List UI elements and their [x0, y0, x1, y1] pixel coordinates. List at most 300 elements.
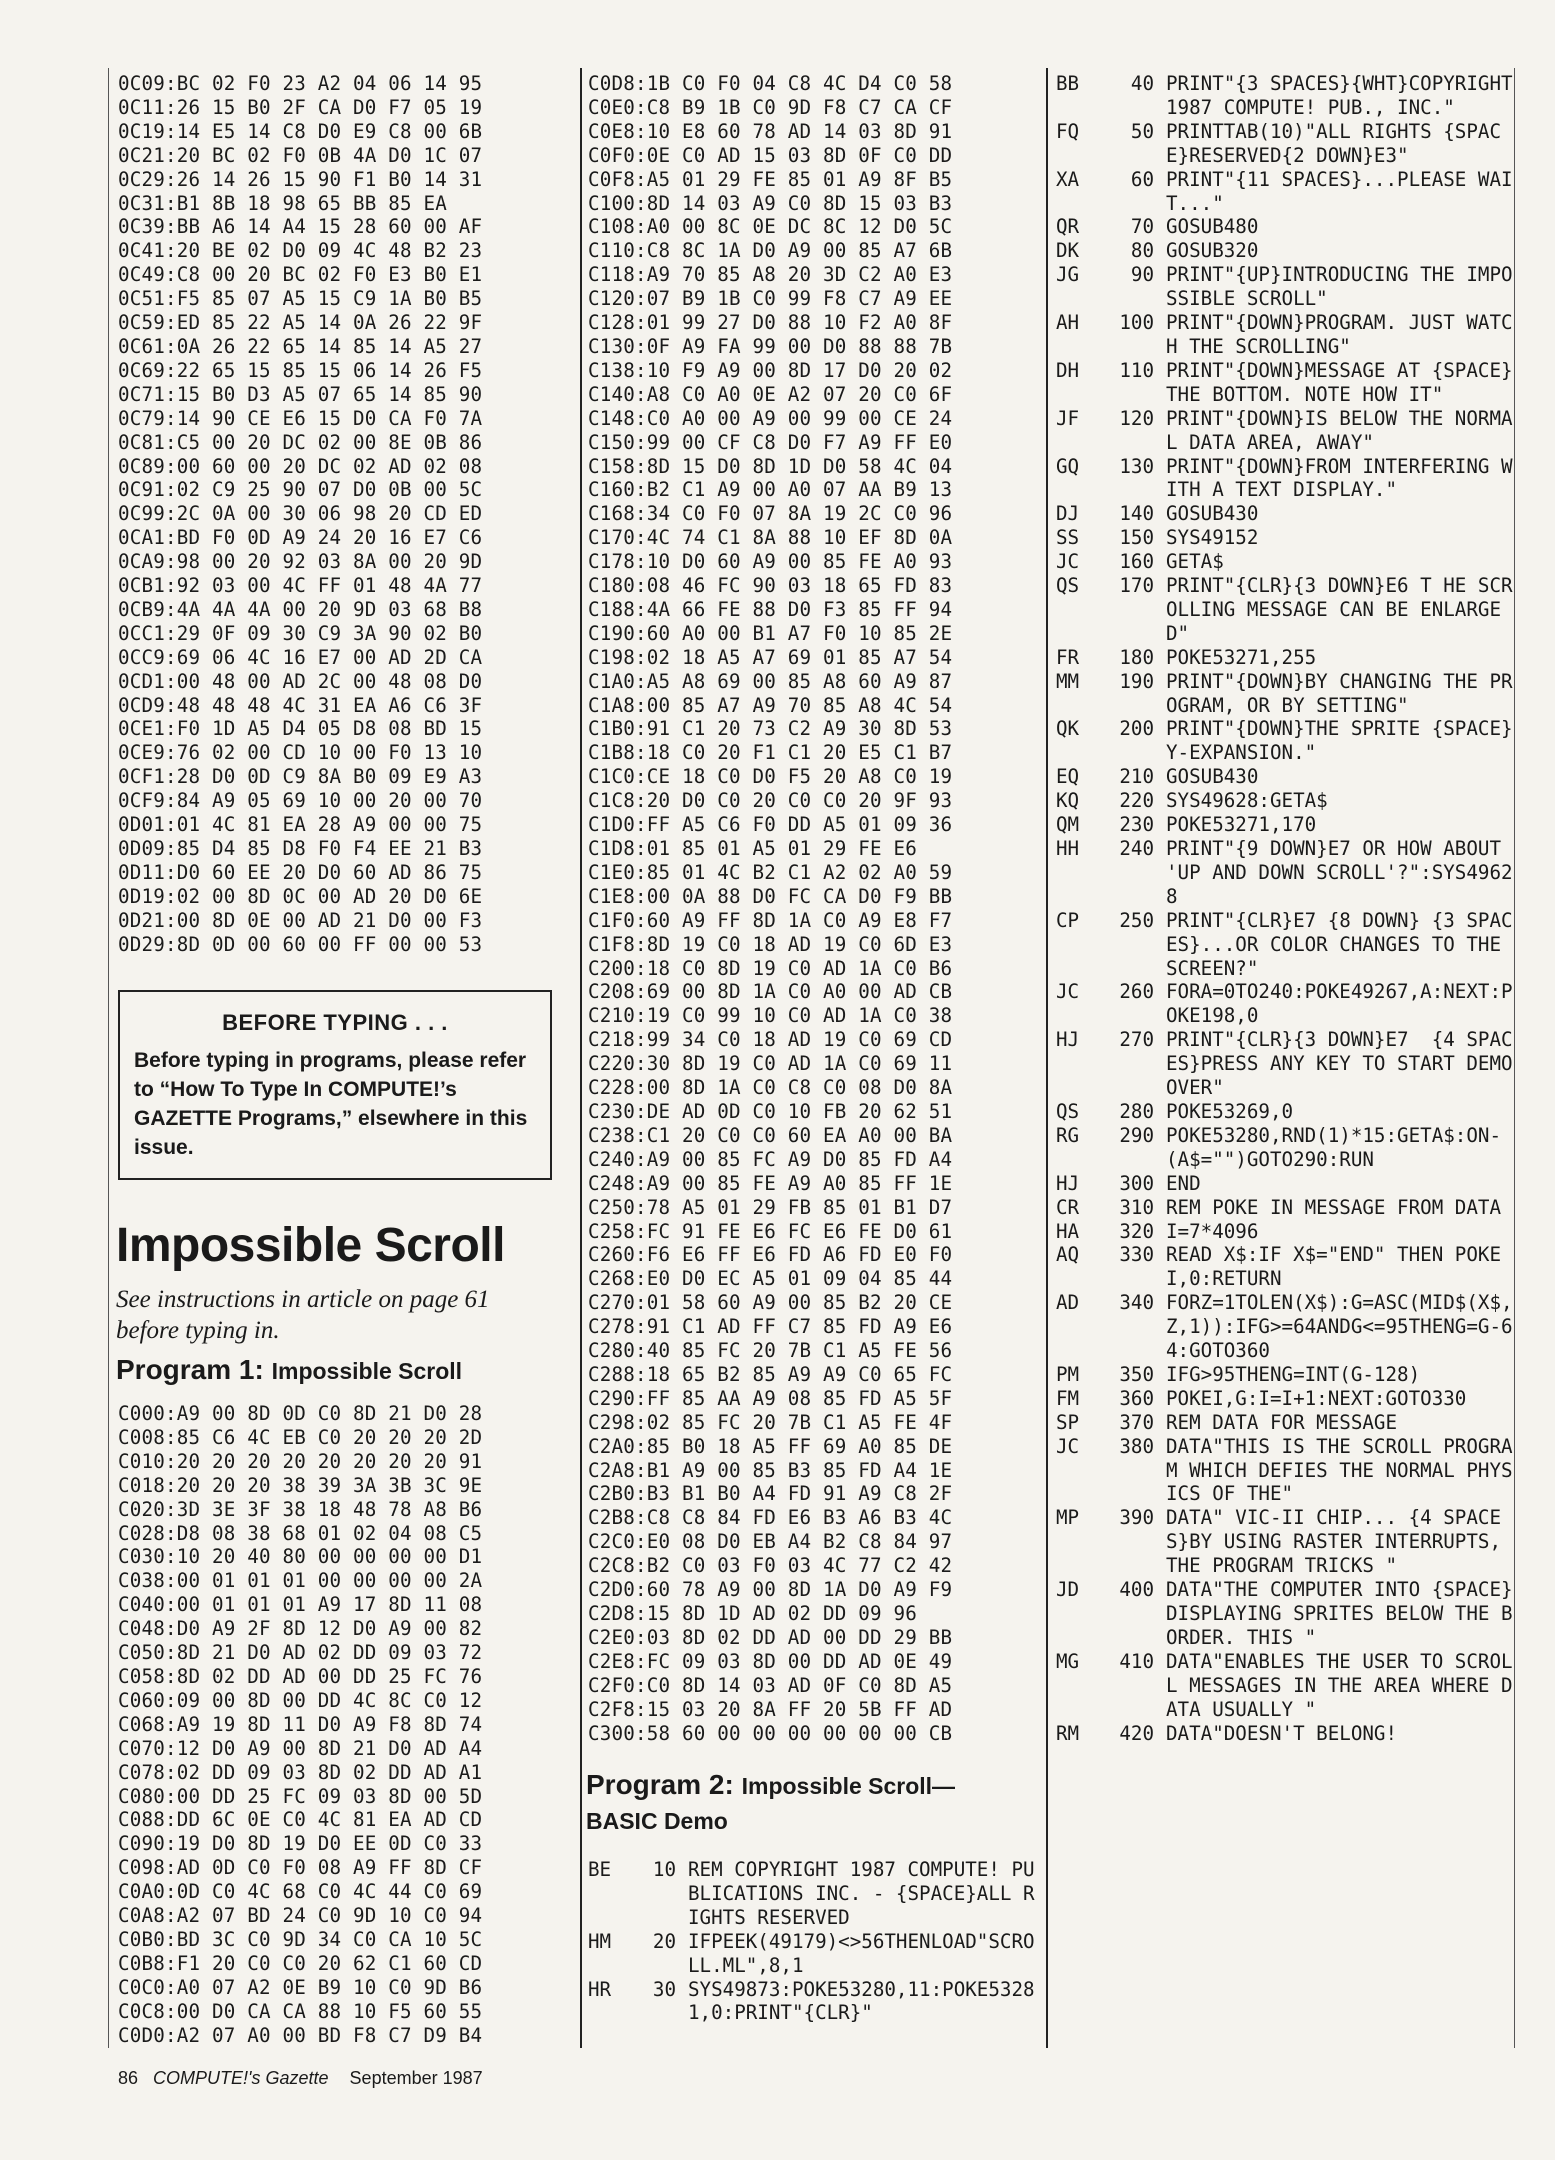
article-subtitle: See instructions in article on page 61 before typing in.: [116, 1286, 490, 1344]
basic-line: [1056, 837, 1516, 909]
checksum: CP: [1056, 908, 1080, 932]
hex-line: 0D21:00 8D 0E 00 AD 21 D0 00 F3: [118, 908, 483, 932]
hex-line: 0CF9:84 A9 05 69 10 00 20 00 70: [118, 789, 483, 813]
hex-line: C290:FF 85 AA A9 08 85 FD A5 5F: [588, 1386, 953, 1410]
hex-line: 0C89:00 60 00 20 DC 02 AD 02 08: [118, 454, 483, 478]
line-number: 390: [1119, 1506, 1154, 1530]
line-number: 340: [1119, 1291, 1154, 1315]
hex-line: 0C21:20 BC 02 F0 0B 4A D0 1C 07: [118, 143, 483, 167]
hex-line: C248:A9 00 85 FE A9 A0 85 FF 1E: [588, 1171, 953, 1195]
hex-line: C190:60 A0 00 B1 A7 F0 10 85 2E: [588, 621, 953, 645]
checksum: DH: [1056, 358, 1080, 382]
hex-line: 0C79:14 90 CE E6 15 D0 CA F0 7A: [118, 406, 483, 430]
line-number: 180: [1119, 645, 1154, 669]
hex-line: C1E8:00 0A 88 D0 FC CA D0 F9 BB: [588, 884, 953, 908]
hex-line: C2D0:60 78 A9 00 8D 1A D0 A9 F9: [588, 1578, 953, 1602]
checksum: AD: [1056, 1291, 1080, 1315]
article-title: Impossible Scroll: [116, 1219, 505, 1272]
basic-line: [1056, 407, 1516, 455]
hex-line: 0C31:B1 8B 18 98 65 BB 85 EA: [118, 191, 448, 215]
column-rule-1: [580, 68, 582, 2048]
line-number: 250: [1119, 908, 1154, 932]
line-code: PRINT"{CLR}{3 DOWN}E7 {4 SPACES}PRESS ANY KEY TO START DEMO OVER": [1166, 1028, 1525, 1100]
basic-line: [1056, 120, 1516, 168]
line-number: 210: [1119, 765, 1154, 789]
hex-line: C178:10 D0 60 A9 00 85 FE A0 93: [588, 550, 953, 574]
line-number: 130: [1119, 454, 1154, 478]
hex-line: C300:58 60 00 00 00 00 00 00 CB: [588, 1721, 953, 1745]
checksum: HM: [588, 1929, 612, 1953]
hex-line: C188:4A 66 FE 88 D0 F3 85 FF 94: [588, 597, 953, 621]
line-code: SYS49873:POKE53280,11:POKE53281,0:PRINT"{CLR}": [688, 1977, 1035, 2025]
line-number: 220: [1119, 789, 1154, 813]
basic-line: [1056, 359, 1516, 407]
checksum: SS: [1056, 526, 1080, 550]
line-number: 100: [1119, 311, 1154, 335]
hex-line: C018:20 20 20 38 39 3A 3B 3C 9E: [118, 1473, 483, 1497]
page-number: 86: [118, 2068, 139, 2088]
basic-line: [1056, 1411, 1516, 1435]
basic-line: [1056, 215, 1516, 239]
program-1-listing: [118, 1402, 482, 2047]
hex-line: C1C8:20 D0 C0 20 C0 C0 20 9F 93: [588, 789, 953, 813]
hex-line: C0A8:A2 07 BD 24 C0 9D 10 C0 94: [118, 1904, 483, 1928]
line-number: 310: [1119, 1195, 1154, 1219]
line-code: PRINT"{DOWN}MESSAGE AT {SPACE}THE BOTTOM. NOTE HOW IT": [1166, 358, 1513, 406]
column-rule-2: [1046, 68, 1048, 2048]
hex-line: C220:30 8D 19 C0 AD 1A C0 69 11: [588, 1052, 953, 1076]
checksum: PM: [1056, 1362, 1080, 1386]
line-number: 40: [1130, 72, 1154, 95]
line-code: REM COPYRIGHT 1987 COMPUTE! PUBLICATIONS INC. - {SPACE}ALL RIGHTS RESERVED: [688, 1858, 1035, 1929]
hex-line: 0C91:02 C9 25 90 07 D0 0B 00 5C: [118, 478, 483, 502]
hex-line: C0B8:F1 20 C0 C0 20 62 C1 60 CD: [118, 1951, 483, 1975]
basic-line: [1056, 263, 1516, 311]
hex-line: C070:12 D0 A9 00 8D 21 D0 AD A4: [118, 1736, 483, 1760]
checksum: QK: [1056, 717, 1080, 741]
hex-line: C0A0:0D C0 4C 68 C0 4C 44 C0 69: [118, 1880, 483, 1904]
line-code: POKE53269,0: [1166, 1099, 1294, 1123]
hex-line: C110:C8 8C 1A D0 A9 00 85 A7 6B: [588, 239, 953, 263]
line-number: 120: [1119, 406, 1154, 430]
page-footer: [118, 2068, 483, 2089]
checksum: HJ: [1056, 1028, 1080, 1052]
hex-line: C2B0:B3 B1 B0 A4 FD 91 A9 C8 2F: [588, 1482, 953, 1506]
hex-line: C138:10 F9 A9 00 8D 17 D0 20 02: [588, 358, 953, 382]
line-number: 20: [652, 1929, 676, 1953]
line-code: PRINT"{UP}INTRODUCING THE IMPOSSIBLE SCROLL": [1166, 263, 1513, 311]
hex-line: 0CA1:BD F0 0D A9 24 20 16 E7 C6: [118, 526, 483, 550]
line-code: DATA"ENABLES THE USER TO SCROLL MESSAGES IN THE AREA WHERE DATA USUALLY ": [1166, 1649, 1513, 1721]
magazine-name: COMPUTE!'s Gazette: [153, 2068, 329, 2088]
basic-line: [1056, 670, 1516, 718]
hex-line: 0C61:0A 26 22 65 14 85 14 A5 27: [118, 334, 483, 358]
before-typing-box: [118, 990, 552, 1180]
checksum: JC: [1056, 980, 1080, 1004]
hex-line: C230:DE AD 0D C0 10 FB 20 62 51: [588, 1099, 953, 1123]
hex-line: C1A8:00 85 A7 A9 70 85 A8 4C 54: [588, 693, 953, 717]
hex-line: 0CD1:00 48 00 AD 2C 00 48 08 D0: [118, 669, 483, 693]
hex-line: 0C51:F5 85 07 A5 15 C9 1A B0 B5: [118, 287, 483, 311]
line-code: PRINT"{11 SPACES}...PLEASE WAIT...": [1166, 167, 1513, 215]
basic-line: [1056, 239, 1516, 263]
line-code: END: [1166, 1171, 1201, 1195]
basic-line: [1056, 717, 1516, 765]
checksum: HA: [1056, 1219, 1080, 1243]
checksum: MG: [1056, 1649, 1080, 1673]
line-code: PRINT"{DOWN}PROGRAM. JUST WATCH THE SCROLLING": [1166, 311, 1513, 358]
basic-line: [1056, 1435, 1516, 1507]
hex-line: 0C99:2C 0A 00 30 06 98 20 CD ED: [118, 502, 483, 526]
hex-line: 0CE1:F0 1D A5 D4 05 D8 08 BD 15: [118, 717, 483, 741]
hex-line: 0CD9:48 48 48 4C 31 EA A6 C6 3F: [118, 693, 483, 717]
basic-line: [1056, 646, 1516, 670]
line-code: PRINT"{9 DOWN}E7 OR HOW ABOUT 'UP AND DOWN SCROLL'?":SYS49628: [1166, 837, 1513, 908]
basic-line: [588, 1930, 1038, 1978]
line-code: PRINT"{DOWN}THE SPRITE {SPACE}Y-EXPANSION.": [1166, 717, 1513, 765]
program-2-listing-col3: [1056, 72, 1525, 1745]
hex-line: 0C11:26 15 B0 2F CA D0 F7 05 19: [118, 95, 483, 119]
hex-line: C088:DD 6C 0E C0 4C 81 EA AD CD: [118, 1808, 483, 1832]
line-code: DATA"THIS IS THE SCROLL PROGRAM WHICH DEFIES THE NORMAL PHYSICS OF THE": [1166, 1434, 1513, 1506]
hex-line: C008:85 C6 4C EB C0 20 20 20 2D: [118, 1425, 483, 1449]
line-code: IFG>95THENG=INT(G-128): [1166, 1362, 1421, 1386]
hex-line: 0C71:15 B0 D3 A5 07 65 14 85 90: [118, 382, 483, 406]
basic-line: [1056, 1291, 1516, 1363]
basic-line: [1056, 909, 1516, 981]
hex-line: 0CF1:28 D0 0D C9 8A B0 09 E9 A3: [118, 765, 483, 789]
line-code: GOSUB430: [1166, 765, 1259, 789]
basic-line: [1056, 1196, 1516, 1220]
line-number: 170: [1119, 574, 1154, 598]
hex-line: C150:99 00 CF C8 D0 F7 A9 FF E0: [588, 430, 953, 454]
hex-line: C200:18 C0 8D 19 C0 AD 1A C0 B6: [588, 956, 953, 980]
line-number: 420: [1119, 1721, 1154, 1745]
hex-line: 0C09:BC 02 F0 23 A2 04 06 14 95: [118, 72, 483, 95]
hex-line: C048:D0 A9 2F 8D 12 D0 A9 00 82: [118, 1617, 483, 1641]
hex-line: C2C0:E0 08 D0 EB A4 B2 C8 84 97: [588, 1530, 953, 1554]
hex-line: C1C0:CE 18 C0 D0 F5 20 A8 C0 19: [588, 765, 953, 789]
basic-line: [1056, 980, 1516, 1028]
hex-line: C0E8:10 E8 60 78 AD 14 03 8D 91: [588, 119, 953, 143]
checksum: BE: [588, 1858, 612, 1881]
checksum: CR: [1056, 1195, 1080, 1219]
program-2-name: Impossible Scroll— BASIC Demo: [586, 1773, 956, 1834]
checksum: RG: [1056, 1123, 1080, 1147]
hex-line: 0D11:D0 60 EE 20 D0 60 AD 86 75: [118, 860, 483, 884]
basic-line: [1056, 813, 1516, 837]
hex-line: C288:18 65 B2 85 A9 A9 C0 65 FC: [588, 1362, 953, 1386]
line-code: SYS49152: [1166, 526, 1259, 550]
line-number: 350: [1119, 1362, 1154, 1386]
hex-line: 0CC9:69 06 4C 16 E7 00 AD 2D CA: [118, 645, 483, 669]
hex-line: C068:A9 19 8D 11 D0 A9 F8 8D 74: [118, 1712, 483, 1736]
checksum: DJ: [1056, 502, 1080, 526]
checksum: HH: [1056, 837, 1080, 860]
basic-line: [1056, 1578, 1516, 1650]
hex-line: C080:00 DD 25 FC 09 03 8D 00 5D: [118, 1784, 483, 1808]
basic-line: [1056, 1650, 1516, 1722]
hex-line: C2C8:B2 C0 03 F0 03 4C 77 C2 42: [588, 1554, 953, 1578]
hex-line: C120:07 B9 1B C0 99 F8 C7 A9 EE: [588, 287, 953, 311]
column-1-hex-listing: [118, 72, 574, 957]
hex-line: C098:AD 0D C0 F0 08 A9 FF 8D CF: [118, 1856, 483, 1880]
line-number: 70: [1130, 215, 1154, 239]
hex-line: C280:40 85 FC 20 7B C1 A5 FE 56: [588, 1339, 953, 1363]
hex-line: 0D29:8D 0D 00 60 00 FF 00 00 53: [118, 932, 483, 956]
line-code: SYS49628:GETA$: [1166, 789, 1328, 813]
line-number: 410: [1119, 1649, 1154, 1673]
hex-line: C198:02 18 A5 A7 69 01 85 A7 54: [588, 645, 953, 669]
hex-line: C1F0:60 A9 FF 8D 1A C0 A9 E8 F7: [588, 908, 953, 932]
line-code: FORA=0TO240:POKE49267,A:NEXT:POKE198,0: [1166, 980, 1513, 1028]
line-code: POKEI,G:I=I+1:NEXT:GOTO330: [1166, 1386, 1467, 1410]
hex-line: 0C19:14 E5 14 C8 D0 E9 C8 00 6B: [118, 119, 483, 143]
hex-line: C118:A9 70 85 A8 20 3D C2 A0 E3: [588, 263, 953, 287]
hex-line: C168:34 C0 F0 07 8A 19 2C C0 96: [588, 502, 953, 526]
line-code: DATA"THE COMPUTER INTO {SPACE}DISPLAYING SPRITES BELOW THE BORDER. THIS ": [1166, 1578, 1513, 1649]
program-2-label: Program 2:: [586, 1769, 734, 1800]
line-number: 380: [1119, 1434, 1154, 1458]
checksum: FM: [1056, 1386, 1080, 1410]
line-number: 90: [1130, 263, 1154, 287]
line-number: 280: [1119, 1099, 1154, 1123]
checksum: XA: [1056, 167, 1080, 191]
line-code: REM DATA FOR MESSAGE: [1166, 1410, 1398, 1434]
checksum: AQ: [1056, 1243, 1080, 1267]
checksum: QR: [1056, 215, 1080, 239]
checksum: JG: [1056, 263, 1080, 287]
hex-line: C128:01 99 27 D0 88 10 F2 A0 8F: [588, 311, 953, 335]
hex-line: C0F0:0E C0 AD 15 03 8D 0F C0 DD: [588, 143, 953, 167]
line-code: PRINT"{3 SPACES}{WHT}COPYRIGHT 1987 COMPUTE! PUB., INC.": [1166, 72, 1525, 119]
checksum: HR: [588, 1977, 612, 2001]
before-typing-title: BEFORE TYPING . . .: [222, 1010, 448, 1035]
checksum: KQ: [1056, 789, 1080, 813]
hex-line: 0CC1:29 0F 09 30 C9 3A 90 02 B0: [118, 621, 483, 645]
line-number: 230: [1119, 813, 1154, 837]
line-code: I=7*4096: [1166, 1219, 1259, 1243]
hex-line: C170:4C 74 C1 8A 88 10 EF 8D 0A: [588, 526, 953, 550]
hex-line: 0CB1:92 03 00 4C FF 01 48 4A 77: [118, 574, 483, 598]
line-number: 260: [1119, 980, 1154, 1004]
checksum: JC: [1056, 1434, 1080, 1458]
hex-line: C1E0:85 01 4C B2 C1 A2 02 A0 59: [588, 860, 953, 884]
line-number: 50: [1130, 119, 1154, 143]
hex-line: C148:C0 A0 00 A9 00 99 00 CE 24: [588, 406, 953, 430]
basic-line: [1056, 502, 1516, 526]
basic-line: [1056, 1363, 1516, 1387]
hex-line: C258:FC 91 FE E6 FC E6 FE D0 61: [588, 1219, 953, 1243]
basic-line: [1056, 1243, 1516, 1291]
hex-line: 0C81:C5 00 20 DC 02 00 8E 0B 86: [118, 430, 483, 454]
checksum: FQ: [1056, 119, 1080, 143]
hex-line: C078:02 DD 09 03 8D 02 DD AD A1: [118, 1760, 483, 1784]
line-code: DATA"DOESN'T BELONG!: [1166, 1721, 1398, 1745]
hex-line: C0D8:1B C0 F0 04 C8 4C D4 C0 58: [588, 72, 953, 95]
line-code: READ X$:IF X$="END" THEN POKE I,0:RETURN: [1166, 1243, 1513, 1291]
basic-line: [1056, 1220, 1516, 1244]
line-code: PRINT"{DOWN}FROM INTERFERING WITH A TEXT DISPLAY.": [1166, 454, 1513, 502]
hex-line: 0CE9:76 02 00 CD 10 00 F0 13 10: [118, 741, 483, 765]
hex-line: C100:8D 14 03 A9 C0 8D 15 03 B3: [588, 191, 953, 215]
hex-line: C0D0:A2 07 A0 00 BD F8 C7 D9 B4: [118, 2023, 483, 2047]
line-number: 270: [1119, 1028, 1154, 1052]
hex-line: C2A8:B1 A9 00 85 B3 85 FD A4 1E: [588, 1458, 953, 1482]
hex-line: C2A0:85 B0 18 A5 FF 69 A0 85 DE: [588, 1434, 953, 1458]
hex-line: C0F8:A5 01 29 FE 85 01 A9 8F B5: [588, 167, 953, 191]
hex-line: C000:A9 00 8D 0D C0 8D 21 D0 28: [118, 1402, 483, 1425]
checksum: QS: [1056, 574, 1080, 598]
line-number: 240: [1119, 837, 1154, 860]
line-number: 110: [1119, 358, 1154, 382]
hex-line: C1B8:18 C0 20 F1 C1 20 E5 C1 B7: [588, 741, 953, 765]
line-code: DATA" VIC-II CHIP... {4 SPACES}BY USING RASTER INTERRUPTS, THE PROGRAM TRICKS ": [1166, 1506, 1513, 1578]
line-code: PRINT"{DOWN}BY CHANGING THE PROGRAM, OR BY SETTING": [1166, 669, 1513, 717]
line-number: 400: [1119, 1578, 1154, 1602]
line-code: PRINT"{CLR}E7 {8 DOWN} {3 SPACES}...OR COLOR CHANGES TO THE SCREEN?": [1166, 908, 1513, 980]
hex-line: 0D01:01 4C 81 EA 28 A9 00 00 75: [118, 813, 483, 837]
hex-line: C268:E0 D0 EC A5 01 09 04 85 44: [588, 1267, 953, 1291]
hex-line: 0CB9:4A 4A 4A 00 20 9D 03 68 B8: [118, 597, 483, 621]
line-number: 140: [1119, 502, 1154, 526]
checksum: JF: [1056, 406, 1080, 430]
basic-line: [1056, 789, 1516, 813]
hex-line: 0CA9:98 00 20 92 03 8A 00 20 9D: [118, 550, 483, 574]
line-number: 80: [1130, 239, 1154, 263]
hex-line: 0D09:85 D4 85 D8 F0 F4 EE 21 B3: [118, 837, 483, 860]
program-1-label: Program 1:: [116, 1354, 264, 1385]
checksum: AH: [1056, 311, 1080, 335]
checksum: JD: [1056, 1578, 1080, 1602]
hex-line: C0C0:A0 07 A2 0E B9 10 C0 9D B6: [118, 1975, 483, 1999]
checksum: QM: [1056, 813, 1080, 837]
before-typing-body: Before typing in programs, please refer to “How To Type In COMPUTE!’s GAZETTE Programs,” elsewhere in this issue.: [134, 1049, 528, 1159]
hex-line: 0C59:ED 85 22 A5 14 0A 26 22 9F: [118, 311, 483, 335]
hex-line: C218:99 34 C0 18 AD 19 C0 69 CD: [588, 1028, 953, 1052]
basic-line: [1056, 765, 1516, 789]
line-number: 320: [1119, 1219, 1154, 1243]
checksum: EQ: [1056, 765, 1080, 789]
hex-line: 0D19:02 00 8D 0C 00 AD 20 D0 6E: [118, 884, 483, 908]
line-number: 290: [1119, 1123, 1154, 1147]
line-number: 360: [1119, 1386, 1154, 1410]
hex-line: C2D8:15 8D 1D AD 02 DD 09 96: [588, 1602, 918, 1625]
hex-line: C108:A0 00 8C 0E DC 8C 12 D0 5C: [588, 215, 953, 239]
column-rule-left-outer: [108, 68, 109, 2048]
checksum: DK: [1056, 239, 1080, 263]
hex-line: C250:78 A5 01 29 FB 85 01 B1 D7: [588, 1195, 953, 1219]
basic-line: [1056, 455, 1516, 503]
checksum: JC: [1056, 550, 1080, 574]
program-2-listing-col2: [588, 1858, 1038, 2025]
line-code: POKE53271,170: [1166, 813, 1317, 837]
hex-line: 0C41:20 BE 02 D0 09 4C 48 B2 23: [118, 239, 483, 263]
basic-line: [1056, 72, 1525, 120]
checksum: BB: [1056, 72, 1080, 95]
hex-line: C040:00 01 01 01 A9 17 8D 11 08: [118, 1593, 483, 1617]
hex-line: C240:A9 00 85 FC A9 D0 85 FD A4: [588, 1147, 953, 1171]
checksum: HJ: [1056, 1171, 1080, 1195]
hex-line: C090:19 D0 8D 19 D0 EE 0D C0 33: [118, 1832, 483, 1856]
checksum: MM: [1056, 669, 1080, 693]
hex-line: C140:A8 C0 A0 0E A2 07 20 C0 6F: [588, 382, 953, 406]
program-1-name: Impossible Scroll: [271, 1358, 463, 1384]
line-number: 30: [652, 1977, 676, 2001]
hex-line: C228:00 8D 1A C0 C8 C0 08 D0 8A: [588, 1076, 953, 1100]
line-code: POKE53271,255: [1166, 645, 1317, 669]
line-code: PRINT"{DOWN}IS BELOW THE NORMAL DATA AREA, AWAY": [1166, 406, 1513, 454]
basic-line: [588, 1858, 1038, 1930]
line-code: IFPEEK(49179)<>56THENLOAD"SCROLL.ML",8,1: [688, 1929, 1035, 1977]
line-code: GOSUB430: [1166, 502, 1259, 526]
hex-line: C2B8:C8 C8 84 FD E6 B3 A6 B3 4C: [588, 1506, 953, 1530]
basic-line: [1056, 1722, 1516, 1746]
hex-line: C2E0:03 8D 02 DD AD 00 DD 29 BB: [588, 1625, 953, 1649]
basic-line: [1056, 1100, 1516, 1124]
hex-line: 0C29:26 14 26 15 90 F1 B0 14 31: [118, 167, 483, 191]
program-2-heading: [586, 1768, 1026, 1838]
checksum: GQ: [1056, 454, 1080, 478]
hex-line: C058:8D 02 DD AD 00 DD 25 FC 76: [118, 1664, 483, 1688]
basic-line: [1056, 574, 1516, 646]
hex-line: C2F8:15 03 20 8A FF 20 5B FF AD: [588, 1697, 953, 1721]
hex-line: C030:10 20 40 80 00 00 00 00 D1: [118, 1545, 483, 1569]
basic-line: [1056, 311, 1516, 359]
hex-line: C060:09 00 8D 00 DD 4C 8C C0 12: [118, 1688, 483, 1712]
basic-line: [588, 1978, 1038, 2026]
hex-line: C208:69 00 8D 1A C0 A0 00 AD CB: [588, 980, 953, 1004]
line-code: PRINT"{CLR}{3 DOWN}E6 T HE SCROLLING MESSAGE CAN BE ENLARGED": [1166, 574, 1513, 645]
basic-line: [1056, 168, 1516, 216]
checksum: MP: [1056, 1506, 1080, 1530]
basic-line: [1056, 1506, 1516, 1578]
hex-line: C2E8:FC 09 03 8D 00 DD AD 0E 49: [588, 1649, 953, 1673]
basic-line: [1056, 1124, 1516, 1172]
checksum: QS: [1056, 1099, 1080, 1123]
hex-line: C298:02 85 FC 20 7B C1 A5 FE 4F: [588, 1410, 953, 1434]
line-code: REM POKE IN MESSAGE FROM DATA: [1166, 1195, 1502, 1219]
hex-line: C278:91 C1 AD FF C7 85 FD A9 E6: [588, 1315, 953, 1339]
hex-line: 0C39:BB A6 14 A4 15 28 60 00 AF: [118, 215, 483, 239]
column-2-hex-listing: [588, 72, 1032, 1745]
line-number: 200: [1119, 717, 1154, 741]
hex-line: C270:01 58 60 A9 00 85 B2 20 CE: [588, 1291, 953, 1315]
hex-line: C1B0:91 C1 20 73 C2 A9 30 8D 53: [588, 717, 953, 741]
hex-line: C1D8:01 85 01 A5 01 29 FE E6: [588, 837, 918, 860]
line-number: 160: [1119, 550, 1154, 574]
hex-line: C050:8D 21 D0 AD 02 DD 09 03 72: [118, 1641, 483, 1665]
line-number: 370: [1119, 1410, 1154, 1434]
hex-line: C180:08 46 FC 90 03 18 65 FD 83: [588, 574, 953, 598]
line-number: 60: [1130, 167, 1154, 191]
hex-line: C260:F6 E6 FF E6 FD A6 FD E0 F0: [588, 1243, 953, 1267]
hex-line: 0C69:22 65 15 85 15 06 14 26 F5: [118, 358, 483, 382]
hex-line: C1F8:8D 19 C0 18 AD 19 C0 6D E3: [588, 932, 953, 956]
basic-line: [1056, 550, 1516, 574]
line-code: GOSUB480: [1166, 215, 1259, 239]
line-number: 300: [1119, 1171, 1154, 1195]
hex-line: C1D0:FF A5 C6 F0 DD A5 01 09 36: [588, 813, 953, 837]
basic-line: [1056, 1028, 1525, 1100]
basic-line: [1056, 1387, 1516, 1411]
hex-line: C1A0:A5 A8 69 00 85 A8 60 A9 87: [588, 669, 953, 693]
hex-line: C130:0F A9 FA 99 00 D0 88 88 7B: [588, 334, 953, 358]
line-code: FORZ=1TOLEN(X$):G=ASC(MID$(X$,Z,1)):IFG>=64ANDG<=95THENG=G-64:GOTO360: [1166, 1291, 1513, 1363]
hex-line: C028:D8 08 38 68 01 02 04 08 C5: [118, 1521, 483, 1545]
program-1-heading: [116, 1354, 462, 1386]
line-code: GOSUB320: [1166, 239, 1259, 263]
